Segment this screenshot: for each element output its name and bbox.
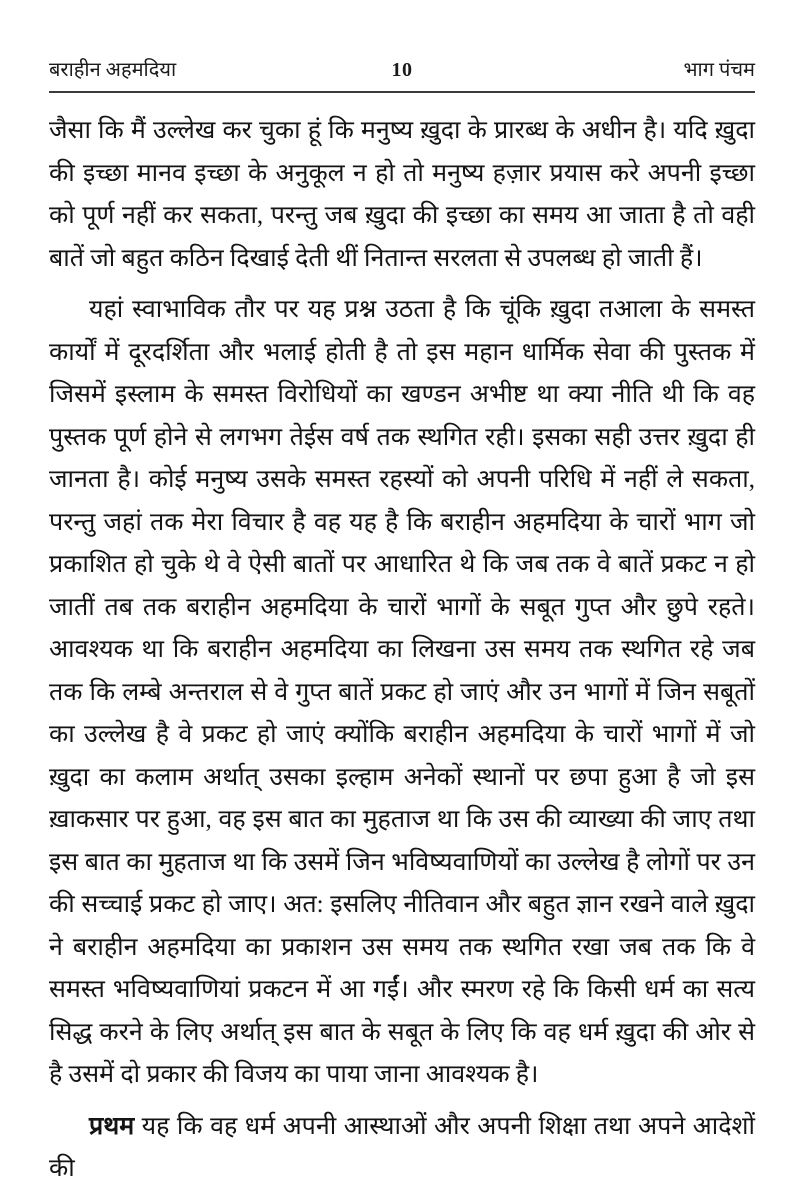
header-book-title: बराहीन अहमदिया — [49, 59, 177, 81]
paragraph-1 — [49, 110, 755, 280]
header-part-title: भाग पंचम — [683, 59, 755, 81]
page-body — [49, 110, 755, 1191]
running-header — [49, 58, 755, 82]
paragraph-2 — [49, 289, 755, 1097]
page-number: 10 — [391, 59, 413, 81]
paragraph-3-text: यह कि वह धर्म अपनी आस्थाओं और अपनी शिक्षा तथा अपने आदेशों की — [49, 1112, 755, 1182]
paragraph-1-text: जैसा कि मैं उल्लेख कर चुका हूं कि मनुष्य ख़ुदा के प्रारब्ध के अधीन है। यदि ख़ुदा की इच्छा मानव इच्छा के अनुकूल न हो तो मनुष्य हज़ार प्रयास करे अपनी इच्छा को पूर्ण नहीं कर सकता, परन्तु जब ख़ुदा की इच्छा का समय आ जाता है तो वही बातें जो बहुत कठिन दिखाई देती थीं नितान्त सरलता से उपलब्ध हो जाती हैं। — [49, 117, 755, 272]
paragraph-2-text: यहां स्वाभाविक तौर पर यह प्रश्न उठता है कि चूंकि ख़ुदा तआला के समस्त कार्यों में दूरदर्शिता और भलाई होती है तो इस महान धार्मिक सेवा की पुस्तक में जिसमें इस्लाम के समस्त विरोधियों का खण्डन अभीष्ट था क्या नीति थी कि वह पुस्तक पूर्ण होने से लगभग तेईस वर्ष तक स्थगित रही। इसका सही उत्तर ख़ुदा ही जानता है। कोई मनुष्य उसके समस्त रहस्यों को अपनी परिधि में नहीं ले सकता, परन्तु जहां तक मेरा विचार है वह यह है कि बराहीन अहमदिया के चारों भाग जो प्रकाशित हो चुके थे वे ऐसी बातों पर आधारित थे कि जब तक वे बातें प्रकट न हो जातीं तब तक बराहीन अहमदिया के चारों भागों के सबूत गुप्त और छुपे रहते। आवश्यक था कि बराहीन अहमदिया का लिखना उस समय तक स्थगित रहे जब तक कि लम्बे अन्तराल से वे गुप्त बातें प्रकट हो जाएं और उन भागों में जिन सबूतों का उल्लेख है वे प्रकट हो जाएं क्योंकि बराहीन अहमदिया के चारों भागों में जो ख़ुदा का कलाम अर्थात् उसका इल्हाम अनेकों स्थानों पर छपा हुआ है जो इस ख़ाकसार पर हुआ, वह इस बात का मुहताज था कि उस की व्याख्या की जाए तथा इस बात का मुहताज था कि उसमें जिन भविष्यवाणियों का उल्लेख है लोगों पर उन की सच्चाई प्रकट हो जाए। अत: इसलिए नीतिवान और बहुत ज्ञान रखने वाले ख़ुदा ने बराहीन अहमदिया का प्रकाशन उस समय तक स्थगित रखा जब तक कि वे समस्त भविष्यवाणियां प्रकटन में आ गईं। और स्मरण रहे कि किसी धर्म का सत्य सिद्ध करने के लिए अर्थात् इस बात के सबूत के लिए कि वह धर्म ख़ुदा की ओर से है उसमें दो प्रकार की विजय का पाया जाना आवश्यक है। — [49, 296, 755, 1088]
paragraph-3-lead-word: प्रथम — [89, 1112, 135, 1140]
paragraph-3 — [49, 1106, 755, 1191]
header-rule — [49, 91, 755, 93]
